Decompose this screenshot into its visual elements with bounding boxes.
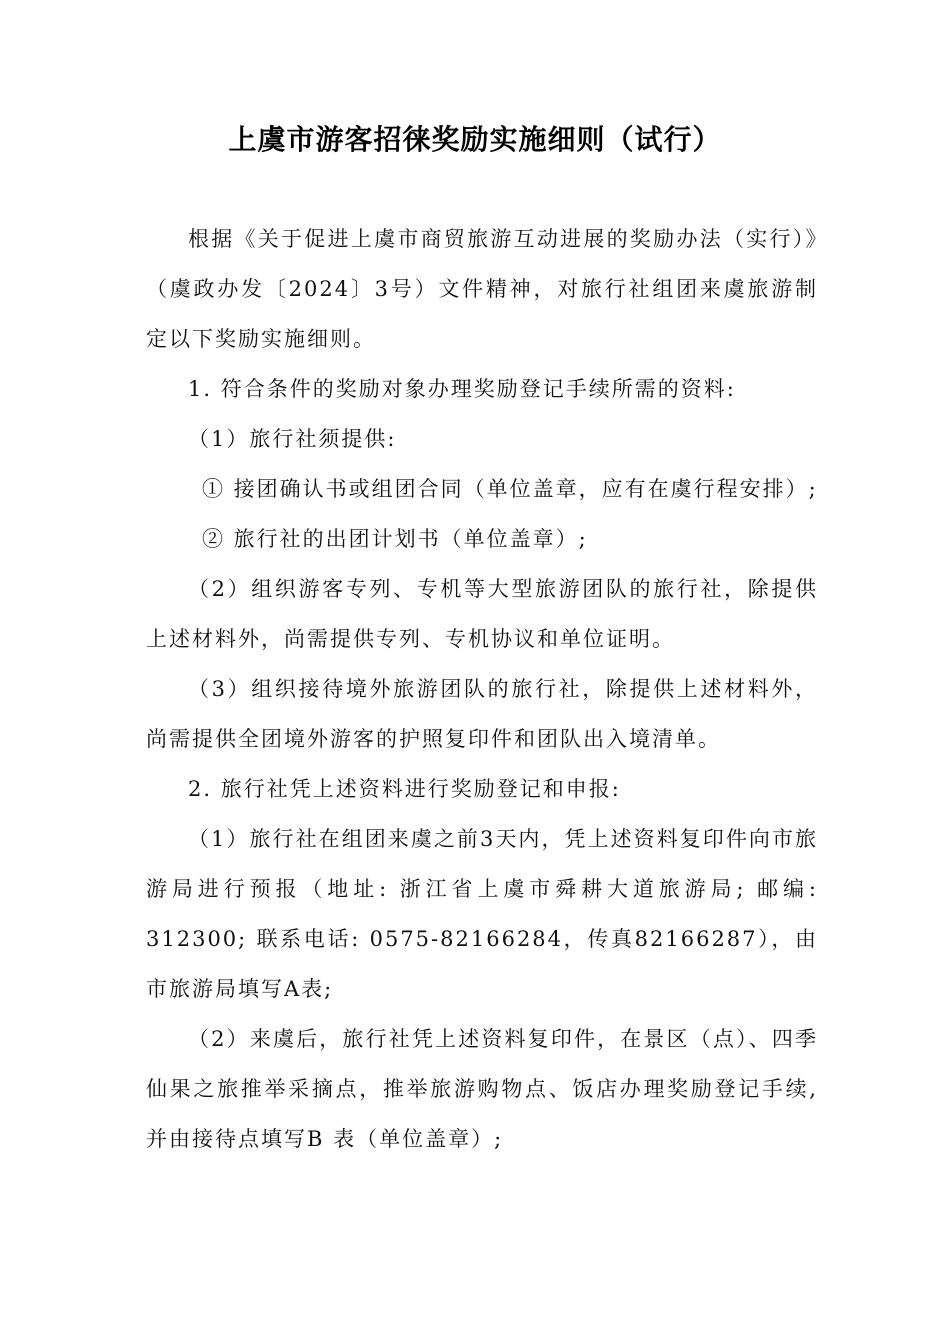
- paragraph-subitem-1: ① 接团确认书或组团合同（单位盖章，应有在虞行程安排）;: [202, 477, 818, 501]
- paragraph-item-1-3: （3）组织接待境外旅游团队的旅行社，除提供上述材料外，尚需提供全团境外游客的护照复印件和团队出入境清单。: [146, 677, 818, 751]
- document-title: 上虞市游客招徕奖励实施细则（试行）: [228, 123, 722, 156]
- paragraph-subitem-2: ② 旅行社的出团计划书（单位盖章）;: [202, 527, 588, 551]
- paragraph-intro: 根据《关于促进上虞市商贸旅游互动进展的奖励办法（实行）》（虞政办发〔2024〕3号）文件精神，对旅行社组团来虞旅游制定以下奖励实施细则。: [146, 227, 818, 351]
- paragraph-item-2-2: （2）来虞后，旅行社凭上述资料复印件，在景区（点）、四季仙果之旅推举采摘点，推举旅游购物点、饭店办理奖励登记手续,并由接待点填写B 表（单位盖章）;: [146, 1027, 818, 1151]
- paragraph-item-1-2: （2）组织游客专列、专机等大型旅游团队的旅行社，除提供上述材料外，尚需提供专列、专机协议和单位证明。: [146, 577, 818, 651]
- paragraph-section-1: 1. 符合条件的奖励对象办理奖励登记手续所需的资料:: [188, 377, 736, 401]
- paragraph-section-2: 2. 旅行社凭上述资料进行奖励登记和申报:: [188, 777, 621, 801]
- paragraph-item-2-1: （1）旅行社在组团来虞之前3天内，凭上述资料复印件向市旅游局进行预报（地址: 浙江省上虞市舜耕大道旅游局; 邮编: 312300; 联系电话: 0575-82166284，传真82166287），由市旅游局填写A表;: [146, 827, 818, 1001]
- paragraph-item-1-1: （1）旅行社须提供:: [188, 427, 397, 451]
- document-body: [146, 214, 818, 1164]
